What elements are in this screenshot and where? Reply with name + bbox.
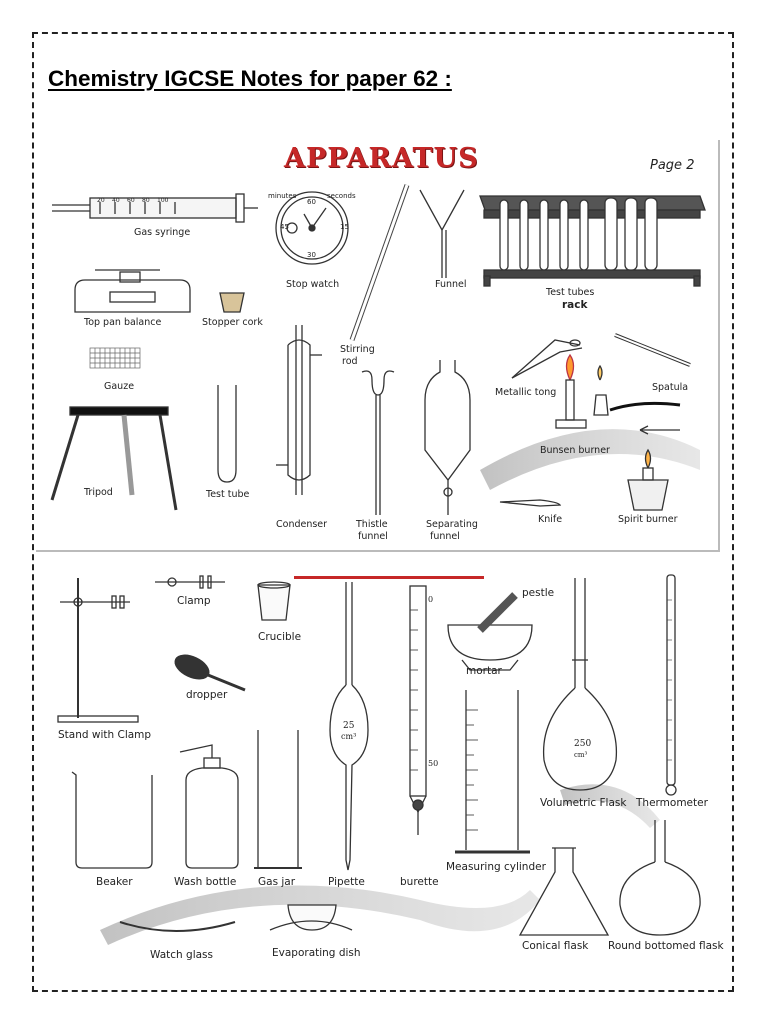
label-volumetric-flask: Volumetric Flask xyxy=(540,797,627,809)
label-metallic-tong: Metallic tong xyxy=(495,387,557,398)
evaporating-dish-drawing xyxy=(270,905,352,930)
label-stand-with-clamp: Stand with Clamp xyxy=(58,729,152,741)
red-divider-line xyxy=(294,576,484,579)
tripod-drawing xyxy=(52,407,176,510)
stopwatch-mark-15: 15 xyxy=(340,223,349,231)
label-stop-watch: Stop watch xyxy=(286,279,340,290)
syringe-mark: 40 xyxy=(112,197,120,204)
label-wash-bottle: Wash bottle xyxy=(174,876,237,888)
label-clamp: Clamp xyxy=(177,595,211,607)
label-tripod: Tripod xyxy=(84,487,113,498)
gas-syringe-drawing xyxy=(52,194,258,222)
syringe-mark: 60 xyxy=(127,197,135,204)
round-bottomed-flask-drawing xyxy=(620,820,700,935)
top-pan-balance-drawing xyxy=(75,270,190,312)
thistle-funnel-drawing xyxy=(362,371,394,515)
label-gauze: Gauze xyxy=(104,381,135,392)
label-measuring-cylinder: Measuring cylinder xyxy=(446,861,546,873)
label-thistle-funnel: funnel xyxy=(358,531,388,542)
test-tube-drawing xyxy=(218,385,236,482)
label-thermometer: Thermometer xyxy=(636,797,708,809)
syringe-mark: 20 xyxy=(97,197,105,204)
measuring-cylinder-drawing xyxy=(455,690,530,852)
label-dropper: dropper xyxy=(186,689,228,701)
label-spatula: Spatula xyxy=(652,382,689,393)
stopwatch-minutes-label: minutes xyxy=(268,192,297,200)
label-knife: Knife xyxy=(538,514,563,525)
page-number: Page 2 xyxy=(650,158,695,173)
gauze-drawing xyxy=(90,348,140,368)
spirit-burner-drawing xyxy=(628,450,668,510)
label-evaporating-dish: Evaporating dish xyxy=(272,947,361,959)
label-thistle: Thistle xyxy=(356,519,388,530)
label-round-bottomed-flask: Round bottomed flask xyxy=(608,940,724,952)
bunsen-burner-drawing xyxy=(556,355,680,434)
stopwatch-mark-60: 60 xyxy=(307,198,316,206)
flask-volume-mark: 250 xyxy=(574,739,592,749)
label-pipette: Pipette xyxy=(328,876,365,888)
label-funnel: Funnel xyxy=(435,279,467,290)
label-beaker: Beaker xyxy=(96,876,133,888)
label-spirit-burner: Spirit burner xyxy=(618,514,678,525)
page-title: Chemistry IGCSE Notes for paper 62 : xyxy=(48,66,452,91)
label-conical-flask: Conical flask xyxy=(522,940,589,952)
stopwatch-mark-45: 45 xyxy=(280,223,289,231)
spatula-drawing xyxy=(615,335,690,365)
label-stirring: Stirring xyxy=(340,344,375,355)
dropper-drawing xyxy=(171,650,245,690)
label-condenser: Condenser xyxy=(276,519,328,530)
beaker-drawing xyxy=(72,772,152,868)
stirring-rod-drawing xyxy=(352,185,407,340)
label-rack: rack xyxy=(562,299,588,311)
pipette-volume-mark: 25 xyxy=(343,721,355,731)
label-pestle: pestle xyxy=(522,587,555,599)
funnel-drawing xyxy=(420,190,464,278)
flask-unit-mark: cm³ xyxy=(574,751,588,759)
label-test-tube: Test tube xyxy=(206,489,250,500)
label-stopper-cork: Stopper cork xyxy=(202,317,263,328)
mortar-pestle-drawing xyxy=(448,595,532,670)
label-top-pan-balance: Top pan balance xyxy=(84,317,162,328)
separating-funnel-drawing xyxy=(425,360,470,515)
stand-with-clamp-drawing xyxy=(58,578,138,722)
burette-bottom-mark: 50 xyxy=(428,759,439,768)
label-separating-funnel: funnel xyxy=(430,531,460,542)
label-bunsen-burner: Bunsen burner xyxy=(540,445,610,456)
test-tube-rack-drawing xyxy=(480,196,705,286)
gas-jar-drawing xyxy=(254,730,302,868)
burette-drawing xyxy=(410,586,426,835)
crucible-drawing xyxy=(258,582,290,620)
label-test-tubes: Test tubes xyxy=(546,287,595,298)
stopwatch-seconds-label: seconds xyxy=(327,192,356,200)
burette-top-mark: 0 xyxy=(428,595,434,604)
stopwatch-mark-30: 30 xyxy=(307,251,316,259)
clamp-drawing xyxy=(155,576,225,588)
syringe-mark: 100 xyxy=(157,197,169,204)
syringe-mark: 80 xyxy=(142,197,150,204)
wash-bottle-drawing xyxy=(180,745,238,868)
label-gas-syringe: Gas syringe xyxy=(134,227,191,238)
knife-drawing xyxy=(500,500,560,506)
stopper-cork-drawing xyxy=(220,293,244,312)
label-burette: burette xyxy=(400,876,439,888)
label-watch-glass: Watch glass xyxy=(150,949,213,961)
label-separating: Separating xyxy=(426,519,478,530)
label-rod: rod xyxy=(342,356,358,367)
pipette-unit-mark: cm³ xyxy=(341,732,357,741)
condenser-drawing xyxy=(276,325,322,495)
thermometer-drawing xyxy=(666,575,676,795)
apparatus-heading: APPARATUS xyxy=(284,143,479,174)
label-mortar: mortar xyxy=(466,665,502,677)
label-gas-jar: Gas jar xyxy=(258,876,296,888)
label-crucible: Crucible xyxy=(258,631,302,643)
